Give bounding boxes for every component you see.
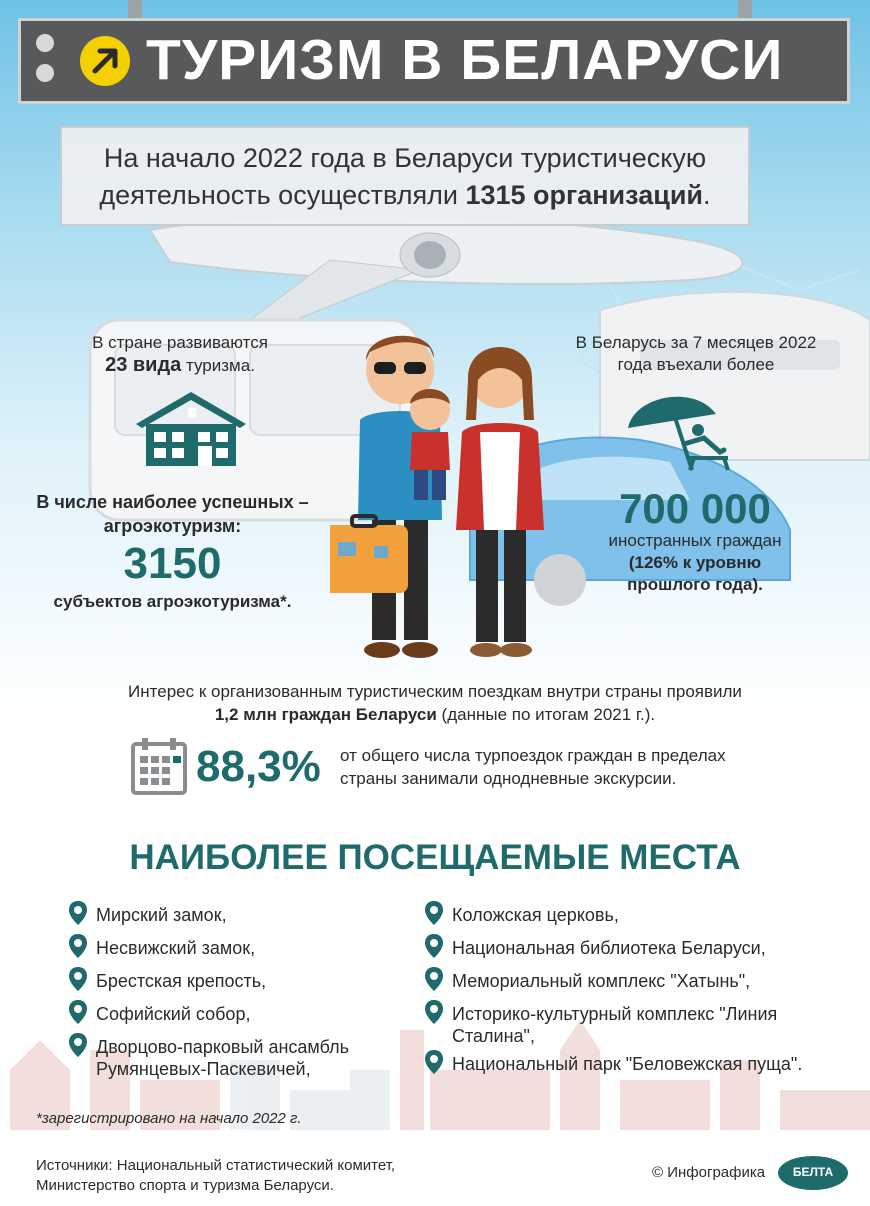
place-label: Национальный парк "Беловежская пуща". [452,1054,803,1074]
belta-logo-text: БЕЛТА [792,1165,834,1179]
place-item [424,968,844,1001]
sign-post-left [128,0,142,20]
entry-caption [560,530,830,596]
entry-line-1: В Беларусь за 7 месяцев 2022 [575,333,817,352]
intro-text [60,140,750,214]
calendar-icon [130,736,188,796]
entry-caption-line-3: прошлого года). [627,575,763,594]
arrow-up-right-icon [80,36,130,86]
map-pin-icon [68,900,88,926]
place-label: Национальная библиотека Беларуси, [452,938,766,958]
intro-organizations-count: 1315 организаций [465,180,704,210]
place-item [68,1034,398,1084]
intro-line-2-prefix: деятельность осуществляли [99,180,466,210]
family-illustration [330,320,560,670]
entry-number: 700 000 [619,485,771,532]
entry-text [556,332,836,376]
map-pin-icon [424,900,444,926]
place-label-line-2: Румянцевых-Паскевичей, [96,1059,311,1079]
entry-caption-line-2: (126% к уровню [628,553,762,572]
agro-line-1: В числе наиболее успешных – [36,492,309,512]
share-text [340,744,760,790]
places-list-right [424,902,844,1084]
map-pin-icon [68,1032,88,1058]
sources-line-1: Источники: Национальный статистический комитет, [36,1157,396,1174]
sign-post-right [738,0,752,20]
place-label [96,1036,349,1080]
indicator-light-1 [36,34,54,52]
map-pin-icon [424,966,444,992]
house-icon [132,388,250,468]
map-pin-icon [424,999,444,1025]
tourism-types-text [40,332,320,377]
place-label-line-2: Сталина", [452,1026,535,1046]
place-item [424,1001,844,1051]
place-label: Мирский замок, [96,905,227,925]
credit: © Инфографика [652,1164,766,1181]
footnote: *зарегистрировано на начало 2022 г. [36,1110,302,1127]
interest-line-1: Интерес к организованным туристическим поездкам внутри страны проявили [128,682,742,701]
share-line-2: страны занимали однодневные экскурсии. [340,769,677,788]
place-item [68,968,398,1001]
indicator-light-2 [36,64,54,82]
map-pin-icon [68,999,88,1025]
tourism-types-suffix: туризма. [181,356,255,375]
place-label-line-1: Историко-культурный комплекс "Линия [452,1004,778,1024]
map-pin-icon [424,933,444,959]
place-label: Софийский собор, [96,1004,251,1024]
belta-logo [778,1156,848,1190]
place-item [424,1051,844,1084]
intro-line-2-suffix: . [703,180,711,210]
map-pin-icon [68,966,88,992]
share-percent: 88,3% [196,742,321,791]
place-item [424,935,844,968]
place-item [424,902,844,935]
place-label: Брестская крепость, [96,971,267,991]
agro-caption: субъектов агроэкотуризма*. [53,592,292,611]
place-label [452,1003,777,1047]
agro-number: 3150 [123,539,222,588]
map-pin-icon [424,1049,444,1075]
tourism-types-count: 23 вида [105,354,182,376]
places-title: НАИБОЛЕЕ ПОСЕЩАЕМЫЕ МЕСТА [129,838,741,877]
place-item [68,935,398,968]
interest-text [20,680,850,726]
place-label: Мемориальный комплекс "Хатынь", [452,971,751,991]
sources [36,1156,395,1196]
page-title: ТУРИЗМ В БЕЛАРУСИ [146,28,784,92]
interest-suffix: (данные по итогам 2021 г.). [436,705,656,724]
map-pin-icon [68,933,88,959]
entry-caption-line-1: иностранных граждан [608,531,782,550]
interest-line-2 [20,703,850,726]
share-line-1: от общего числа турпоездок граждан в пределах [340,746,726,765]
place-label-line-1: Дворцово-парковый ансамбль [96,1037,349,1057]
agro-text [20,490,325,538]
tourism-types-line-2 [40,354,320,377]
interest-count: 1,2 млн граждан Беларуси [214,705,437,724]
place-item [68,902,398,935]
beach-umbrella-icon [624,388,734,473]
intro-line-1: На начало 2022 года в Беларуси туристическую [103,143,707,173]
place-label: Несвижский замок, [96,938,256,958]
entry-line-2: года въехали более [617,355,775,374]
agro-line-2: агроэкотуризм: [103,516,242,536]
place-label: Коложская церковь, [452,905,619,925]
tourism-types-line-1: В стране развиваются [92,333,268,352]
sources-line-2: Министерство спорта и туризма Беларуси. [36,1177,334,1194]
places-list-left [68,902,398,1084]
place-item [68,1001,398,1034]
intro-line-2 [60,177,750,214]
